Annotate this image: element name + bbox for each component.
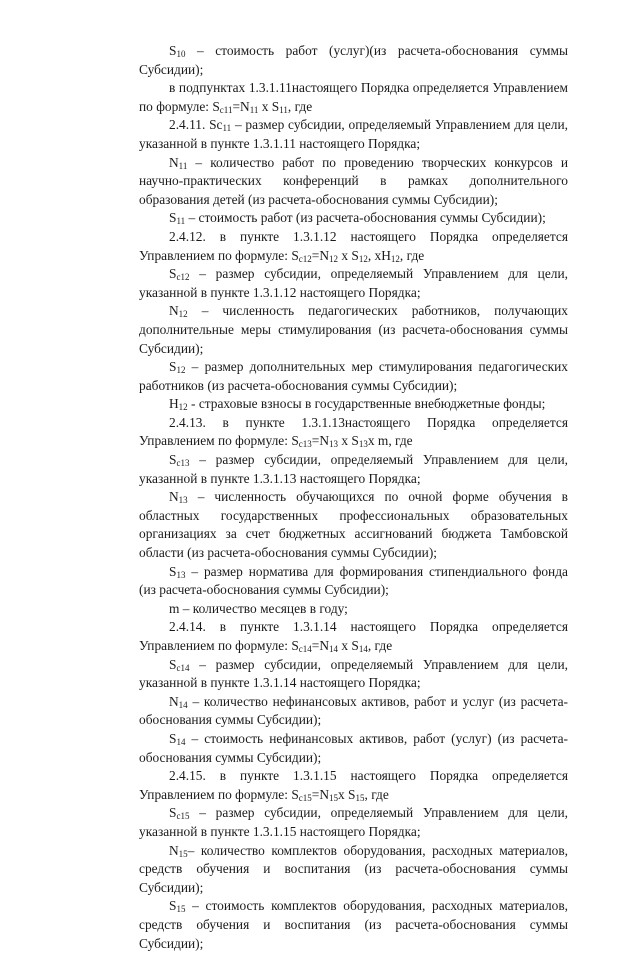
text-run: S — [169, 210, 177, 226]
text-run: S — [169, 656, 177, 672]
text-run: S — [169, 359, 177, 375]
subscript: c13 — [176, 458, 190, 469]
text-run: N — [169, 154, 179, 170]
text-run: N — [169, 303, 179, 319]
subscript: 14 — [178, 699, 188, 710]
paragraph — [139, 42, 568, 79]
subscript: 14 — [329, 644, 339, 654]
subscript: 12 — [358, 253, 368, 264]
paragraph — [139, 395, 568, 414]
subscript: 13 — [176, 569, 186, 580]
paragraph — [139, 451, 568, 488]
paragraph — [139, 116, 568, 153]
paragraph — [139, 228, 568, 265]
text-run: – стоимость комплектов оборудования, расходных материалов, средств обучения и воспитания (из расчета-обоснования суммы Субсидии); — [139, 898, 568, 951]
text-run: – стоимость работ (из расчета-обоснования суммы Субсидии); — [185, 210, 546, 226]
text-run: 2.4.13. в пункте 1.3.1.13настоящего Порядка определяется Управлением по формуле: S — [139, 414, 568, 449]
text-run: – стоимость работ (услуг)(из расчета-обоснования суммы Субсидии); — [139, 43, 568, 77]
paragraph — [139, 563, 568, 600]
text-run: , xH — [367, 247, 391, 263]
paragraph — [139, 600, 568, 619]
text-run: 2.4.14. в пункте 1.3.1.14 настоящего Порядка определяется Управлением по формуле: S — [139, 619, 568, 653]
subscript: 14 — [176, 736, 186, 747]
subscript: 15 — [176, 904, 186, 915]
paragraph — [139, 414, 568, 451]
subscript: 15 — [355, 792, 365, 803]
text-run: – размер субсидии, определяемый Управлением для цели, указанной в пункте 1.3.1.12 настоящего Порядка; — [139, 266, 568, 300]
text-run: =N — [311, 786, 330, 802]
text-run: S — [169, 730, 177, 746]
text-run: x S — [258, 98, 280, 114]
text-run: S — [169, 563, 177, 579]
text-run: – стоимость нефинансовых активов, работ (услуг) (из расчета-обоснования суммы Субсидии); — [139, 730, 568, 765]
text-run: S — [169, 266, 177, 282]
subscript: 11 — [222, 123, 232, 134]
subscript: 12 — [178, 402, 188, 413]
subscript: c15 — [176, 811, 190, 822]
text-run: x S — [338, 433, 359, 449]
paragraph — [139, 897, 568, 953]
text-run: - страховые взносы в государственные внебюджетные фонды; — [187, 396, 546, 412]
text-run: – размер субсидии, определяемый Управлением для цели, указанной в пункте 1.3.1.15 настоящего Порядка; — [139, 805, 568, 839]
text-run: – размер норматива для формирования стипендиального фонда (из расчета-обоснования суммы Субсидии); — [139, 563, 568, 598]
paragraph — [139, 767, 568, 804]
subscript: 12 — [390, 253, 400, 264]
text-run: – размер дополнительных мер стимулирования педагогических работников (из расчета-обоснования суммы Субсидии); — [139, 359, 568, 393]
text-run: 2.4.15. в пункте 1.3.1.15 настоящего Порядка определяется Управлением по формуле: S — [139, 768, 568, 802]
text-run: S — [169, 898, 177, 914]
text-run: – количество комплектов оборудования, расходных материалов, средств обучения и воспитания (из расчета-обоснования суммы Субсидии); — [139, 842, 568, 895]
text-run: S — [169, 43, 177, 58]
text-run: 2.4.11. Sc — [169, 117, 223, 133]
subscript: 11 — [178, 160, 188, 171]
paragraph — [139, 154, 568, 210]
subscript: c13 — [298, 439, 312, 450]
text-run: S — [169, 805, 177, 821]
subscript: c12 — [176, 272, 190, 283]
text-run: – размер субсидии, определяемый Управлением для цели, указанной в пункте 1.3.1.13 настоящего Порядка; — [139, 452, 568, 486]
subscript: 12 — [176, 365, 186, 376]
text-run: N — [169, 842, 179, 858]
subscript: 10 — [176, 49, 186, 59]
text-run: – количество работ по проведению творческих конкурсов и научно-практических конференций в рамках дополнительного образования детей (из расчета-обоснования суммы Субсидии); — [139, 154, 568, 207]
subscript: c12 — [298, 253, 312, 264]
text-run: H — [169, 396, 179, 412]
paragraph — [139, 209, 568, 228]
paragraph — [139, 730, 568, 767]
text-run: , где — [287, 98, 313, 114]
subscript: 12 — [329, 253, 339, 264]
subscript: 11 — [279, 104, 288, 115]
text-run: x S — [338, 786, 356, 802]
text-run: 2.4.12. в пункте 1.3.1.12 настоящего Порядка определяется Управлением по формуле: S — [139, 228, 568, 263]
text-run: x S — [338, 247, 359, 263]
subscript: 14 — [358, 644, 368, 654]
subscript: 15 — [178, 848, 188, 859]
subscript: c14 — [298, 644, 312, 654]
paragraph — [139, 488, 568, 562]
paragraph — [139, 265, 568, 302]
paragraph — [139, 618, 568, 655]
text-run: x S — [338, 638, 359, 653]
subscript: c11 — [219, 104, 233, 115]
text-run: N — [169, 489, 179, 505]
paragraph — [139, 302, 568, 358]
text-run: S — [169, 452, 177, 468]
text-run: – численность обучающихся по очной форме обучения в областных государственных профессиональных образовательных организациях за счет бюджетных ассигнований бюджета Тамбовской области (из расчета-обоснования суммы Субсидии); — [139, 489, 568, 561]
text-run: =N — [311, 638, 330, 653]
subscript: 13 — [358, 439, 368, 450]
subscript: 11 — [249, 104, 259, 115]
text-run: – размер субсидии, определяемый Управлением для цели, указанной в пункте 1.3.1.14 настоящего Порядка; — [139, 656, 568, 691]
text-run: N — [169, 693, 179, 709]
text-run: в подпунктах 1.3.1.11настоящего Порядка определяется Управлением по формуле: S — [139, 80, 568, 114]
text-run: , где — [399, 247, 425, 263]
paragraph — [139, 693, 568, 730]
subscript: c15 — [298, 792, 312, 803]
subscript: 13 — [329, 439, 339, 450]
subscript: 11 — [176, 216, 186, 227]
text-run: =N — [311, 433, 330, 449]
subscript: c14 — [176, 662, 190, 673]
paragraph — [139, 656, 568, 693]
text-run: =N — [311, 247, 330, 263]
text-run: , где — [367, 638, 393, 653]
text-run: m – количество месяцев в году; — [169, 600, 348, 616]
paragraph — [139, 79, 568, 116]
paragraph — [139, 358, 568, 395]
paragraph — [139, 804, 568, 841]
subscript: 15 — [329, 792, 339, 803]
text-run: – количество нефинансовых активов, работ и услуг (из расчета-обоснования суммы Субсидии); — [139, 693, 568, 728]
document-body — [139, 42, 568, 953]
subscript: 13 — [178, 495, 188, 506]
text-run: – численность педагогических работников, получающих дополнительные меры стимулирования (из расчета-обоснования суммы Субсидии); — [139, 303, 568, 356]
text-run: =N — [232, 98, 250, 114]
paragraph — [139, 842, 568, 898]
text-run: x m, где — [367, 433, 413, 449]
subscript: 12 — [178, 309, 188, 320]
text-run: – размер субсидии, определяемый Управлением для цели, указанной в пункте 1.3.1.11 настоящего Порядка; — [139, 117, 568, 151]
text-run: , где — [364, 786, 389, 802]
